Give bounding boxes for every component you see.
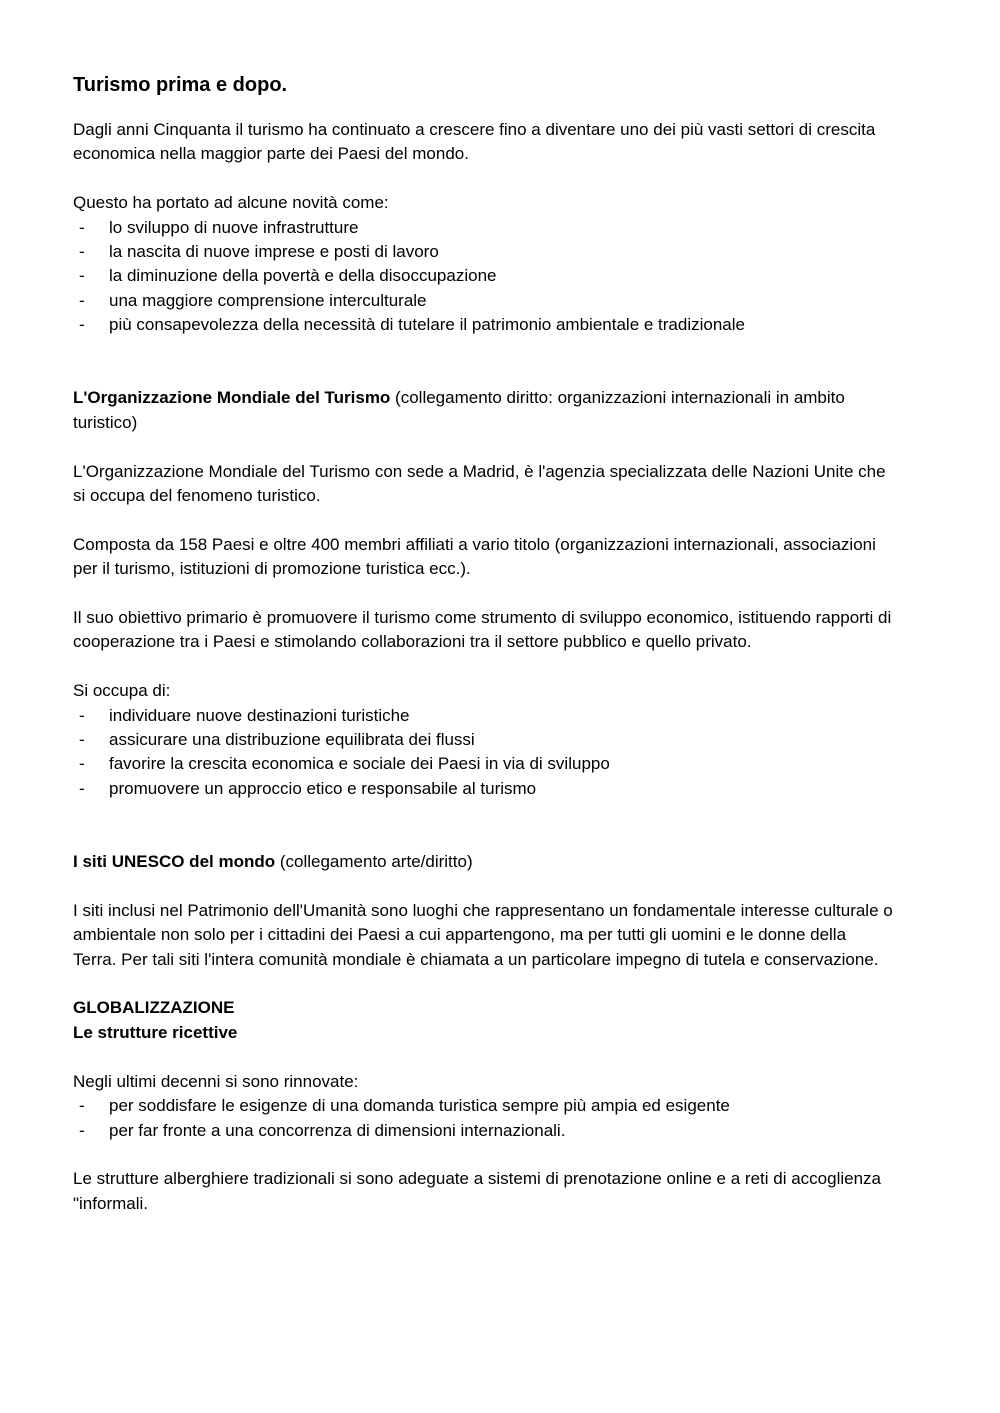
list-item-text: per soddisfare le esigenze di una domanda turistica sempre più ampia ed esigente [109,1096,730,1116]
bullet-dash: - [79,730,85,750]
unesco-paragraph: I siti inclusi nel Patrimonio dell'Umanità sono luoghi che rappresentano un fondamentale interesse culturale o ambientale non solo per i cittadini dei Paesi a cui appartengono, ma per tutti gli uomini e le donne della Terra. Per tali siti l'intera comunità mondiale è chiamata a un particolare impegno di tutela e conservazione. [73,900,893,969]
list-item [73,216,893,240]
list-item-text: individuare nuove destinazioni turistiche [109,705,410,725]
novita-lead: Questo ha portato ad alcune novità come: [73,193,389,213]
spacer [73,874,893,898]
list-item-text: una maggiore comprensione interculturale [109,290,427,310]
omt-list [73,704,893,802]
spacer [73,1045,893,1069]
bullet-dash: - [79,778,85,798]
globalizzazione-subheading: Le strutture ricettive [73,1022,238,1042]
spacer [73,801,893,850]
bullet-dash: - [79,1096,85,1116]
globalizzazione-list [73,1094,893,1143]
list-item [73,240,893,264]
intro-paragraph: Dagli anni Cinquanta il turismo ha continuato a crescere fino a diventare uno dei più vasti settori di crescita economica nella maggior parte dei Paesi del mondo. [73,120,876,164]
list-item [73,1094,893,1118]
list-item [73,704,893,728]
list-item [73,1119,893,1143]
omt-heading-bold: L'Organizzazione Mondiale del Turismo [73,388,391,408]
spacer [73,655,893,679]
spacer [73,167,893,191]
list-item-text: la diminuzione della povertà e della disoccupazione [109,266,497,286]
spacer [73,435,893,459]
spacer [73,972,893,996]
bullet-dash: - [79,290,85,310]
list-item [73,777,893,801]
unesco-heading [73,850,893,874]
list-item-text: la nascita di nuove imprese e posti di lavoro [109,242,439,262]
list-item-text: favorire la crescita economica e sociale dei Paesi in via di sviluppo [109,754,610,774]
bullet-dash: - [79,705,85,725]
spacer [73,508,893,532]
globalizzazione-paragraph: Le strutture alberghiere tradizionali si sono adeguate a sistemi di prenotazione online e a reti di accoglienza "informali. [73,1169,881,1213]
list-item [73,289,893,313]
bullet-dash: - [79,217,85,237]
spacer [73,582,893,606]
list-item [73,752,893,776]
spacer [73,338,893,387]
omt-paragraph-1: L'Organizzazione Mondiale del Turismo con sede a Madrid, è l'agenzia specializzata delle Nazioni Unite che si occupa del fenomeno turistico. [73,461,886,506]
page-title: Turismo prima e dopo. [73,74,288,96]
omt-lead: Si occupa di: [73,681,171,701]
omt-heading [73,386,893,435]
list-item-text: promuovere un approccio etico e responsabile al turismo [109,778,537,798]
list-item [73,728,893,752]
list-item [73,264,893,288]
omt-heading-note: (collegamento diritto: organizzazioni internazionali in ambito turistico) [73,388,845,432]
list-item-text: più consapevolezza della necessità di tutelare il patrimonio ambientale e tradizionale [109,315,745,335]
list-item [73,313,893,337]
novita-list [73,216,893,338]
bullet-dash: - [79,315,85,335]
bullet-dash: - [79,754,85,774]
omt-paragraph-2: Composta da 158 Paesi e oltre 400 membri affiliati a vario titolo (organizzazioni internazionali, associazioni per il turismo, istituzioni di promozione turistica ecc.). [73,534,876,579]
bullet-dash: - [79,266,85,286]
list-item-text: assicurare una distribuzione equilibrata dei flussi [109,730,475,750]
globalizzazione-heading: GLOBALIZZAZIONE [73,998,235,1018]
unesco-heading-bold: I siti UNESCO del mondo [73,852,276,872]
bullet-dash: - [79,242,85,262]
document-page [73,71,893,1216]
list-item-text: lo sviluppo di nuove infrastrutture [109,217,359,237]
unesco-heading-note: (collegamento arte/diritto) [275,852,473,872]
omt-paragraph-3: Il suo obiettivo primario è promuovere il turismo come strumento di sviluppo economico, istituendo rapporti di cooperazione tra i Paesi e stimolando collaborazioni tra il settore pubblico e quello privato. [73,608,892,652]
bullet-dash: - [79,1120,85,1140]
spacer [73,1143,893,1167]
globalizzazione-lead: Negli ultimi decenni si sono rinnovate: [73,1071,359,1091]
list-item-text: per far fronte a una concorrenza di dimensioni internazionali. [109,1120,566,1140]
